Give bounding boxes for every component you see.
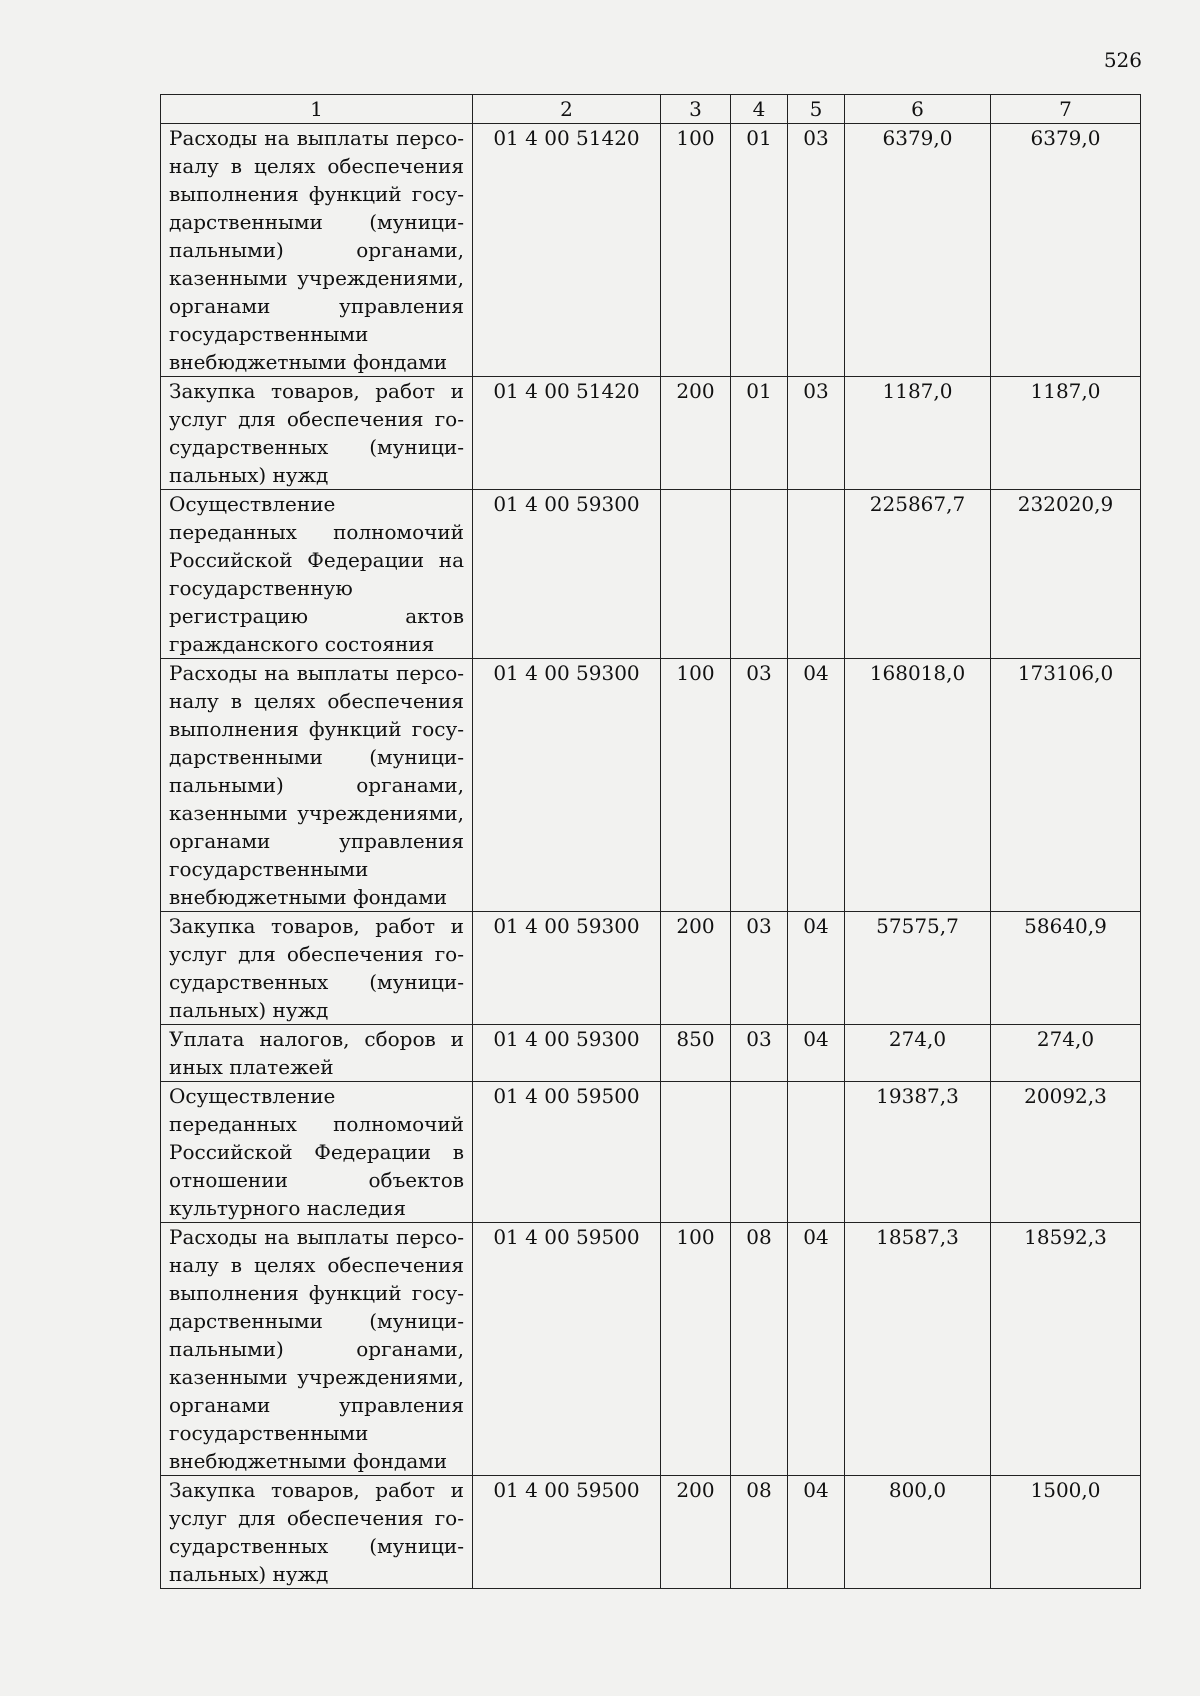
amount-col6: 225867,7 — [845, 490, 991, 659]
amount-col7: 232020,9 — [991, 490, 1141, 659]
section-code: 08 — [731, 1476, 788, 1589]
budget-code: 01 4 00 59300 — [473, 1025, 661, 1082]
expense-name: Закупка товаров, работ и услуг для обеспечения государственных (муниципальных) нужд — [161, 1476, 473, 1589]
table-header-row — [161, 95, 1141, 124]
section-code — [731, 1082, 788, 1223]
column-header: 4 — [731, 95, 788, 124]
section-code: 01 — [731, 377, 788, 490]
column-header: 2 — [473, 95, 661, 124]
expense-type-code: 200 — [661, 377, 731, 490]
table-row — [161, 490, 1141, 659]
table-row — [161, 124, 1141, 377]
amount-col7: 6379,0 — [991, 124, 1141, 377]
page-number: 526 — [1103, 48, 1142, 72]
section-code: 03 — [731, 1025, 788, 1082]
section-code: 03 — [731, 659, 788, 912]
expense-type-code — [661, 490, 731, 659]
budget-code: 01 4 00 51420 — [473, 124, 661, 377]
column-header: 3 — [661, 95, 731, 124]
amount-col6: 168018,0 — [845, 659, 991, 912]
amount-col7: 58640,9 — [991, 912, 1141, 1025]
expense-name: Закупка товаров, работ и услуг для обеспечения государственных (муниципальных) нужд — [161, 377, 473, 490]
amount-col7: 1500,0 — [991, 1476, 1141, 1589]
amount-col7: 18592,3 — [991, 1223, 1141, 1476]
expense-name: Расходы на выплаты персоналу в целях обеспечения выполнения функций государственными (муниципальными) органами, казенными учреждениями, органами управления государственными внебюджетными фондами — [161, 659, 473, 912]
section-code: 08 — [731, 1223, 788, 1476]
subsection-code — [788, 490, 845, 659]
amount-col6: 274,0 — [845, 1025, 991, 1082]
budget-code: 01 4 00 59300 — [473, 490, 661, 659]
table-row — [161, 912, 1141, 1025]
table-row — [161, 377, 1141, 490]
table-row — [161, 1082, 1141, 1223]
table-row — [161, 1476, 1141, 1589]
expense-type-code: 200 — [661, 1476, 731, 1589]
expense-name: Осуществление переданных полномочий Российской Федерации на государственную регистрацию актов гражданского состояния — [161, 490, 473, 659]
amount-col6: 6379,0 — [845, 124, 991, 377]
amount-col7: 274,0 — [991, 1025, 1141, 1082]
section-code: 03 — [731, 912, 788, 1025]
column-header: 7 — [991, 95, 1141, 124]
amount-col7: 1187,0 — [991, 377, 1141, 490]
section-code: 01 — [731, 124, 788, 377]
amount-col7: 173106,0 — [991, 659, 1141, 912]
column-header: 6 — [845, 95, 991, 124]
column-header: 1 — [161, 95, 473, 124]
section-code — [731, 490, 788, 659]
subsection-code — [788, 1082, 845, 1223]
expense-name: Расходы на выплаты персоналу в целях обеспечения выполнения функций государственными (муниципальными) органами, казенными учреждениями, органами управления государственными внебюджетными фондами — [161, 1223, 473, 1476]
expense-name: Расходы на выплаты персоналу в целях обеспечения выполнения функций государственными (муниципальными) органами, казенными учреждениями, органами управления государственными внебюджетными фондами — [161, 124, 473, 377]
subsection-code: 04 — [788, 1476, 845, 1589]
expense-name: Осуществление переданных полномочий Российской Федерации в отношении объектов культурного наследия — [161, 1082, 473, 1223]
subsection-code: 04 — [788, 659, 845, 912]
subsection-code: 04 — [788, 1223, 845, 1476]
amount-col6: 1187,0 — [845, 377, 991, 490]
subsection-code: 04 — [788, 912, 845, 1025]
expense-type-code: 200 — [661, 912, 731, 1025]
expense-type-code: 100 — [661, 124, 731, 377]
amount-col6: 800,0 — [845, 1476, 991, 1589]
amount-col6: 57575,7 — [845, 912, 991, 1025]
budget-table — [160, 94, 1141, 1589]
budget-code: 01 4 00 59500 — [473, 1223, 661, 1476]
budget-code: 01 4 00 59500 — [473, 1082, 661, 1223]
amount-col6: 19387,3 — [845, 1082, 991, 1223]
amount-col7: 20092,3 — [991, 1082, 1141, 1223]
expense-name: Закупка товаров, работ и услуг для обеспечения государственных (муниципальных) нужд — [161, 912, 473, 1025]
amount-col6: 18587,3 — [845, 1223, 991, 1476]
budget-code: 01 4 00 51420 — [473, 377, 661, 490]
expense-type-code: 100 — [661, 659, 731, 912]
budget-code: 01 4 00 59500 — [473, 1476, 661, 1589]
table-row — [161, 1025, 1141, 1082]
table-row — [161, 1223, 1141, 1476]
expense-type-code: 100 — [661, 1223, 731, 1476]
expense-type-code: 850 — [661, 1025, 731, 1082]
subsection-code: 03 — [788, 124, 845, 377]
table-row — [161, 659, 1141, 912]
subsection-code: 03 — [788, 377, 845, 490]
expense-name: Уплата налогов, сборов и иных платежей — [161, 1025, 473, 1082]
budget-code: 01 4 00 59300 — [473, 912, 661, 1025]
budget-code: 01 4 00 59300 — [473, 659, 661, 912]
subsection-code: 04 — [788, 1025, 845, 1082]
expense-type-code — [661, 1082, 731, 1223]
column-header: 5 — [788, 95, 845, 124]
